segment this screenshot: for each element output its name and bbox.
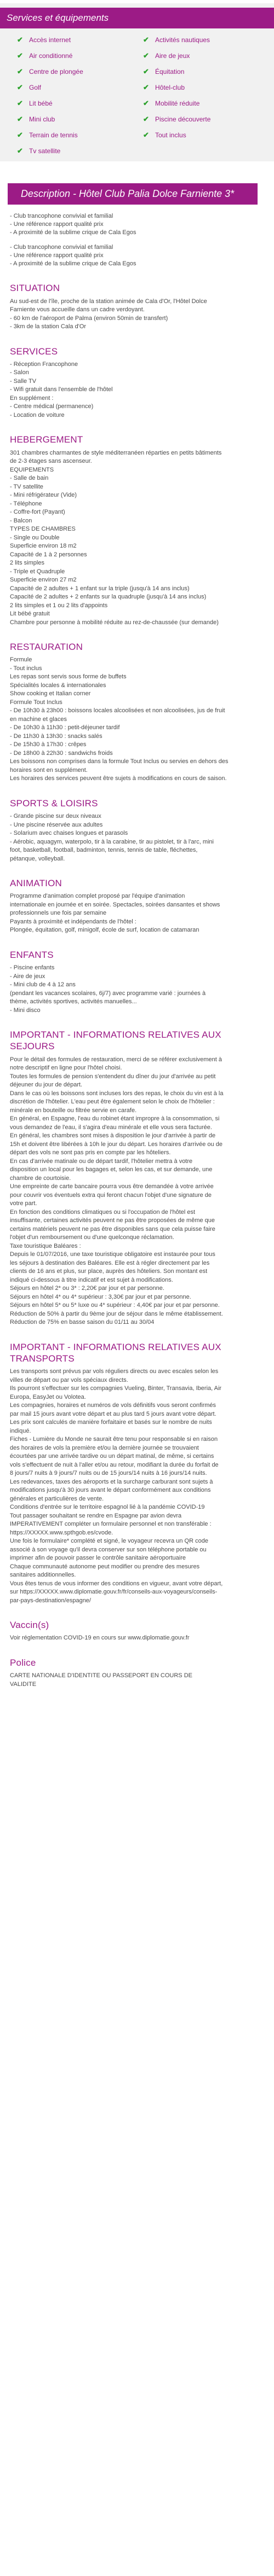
section-line: Séjours en hôtel 2* ou 3* : 2,20€ par jour et par personne.	[10, 1285, 164, 1292]
service-item	[142, 84, 258, 91]
description-content	[0, 212, 274, 1689]
section-title: IMPORTANT - INFORMATIONS RELATIVES AUX SEJOURS	[10, 1030, 221, 1052]
section-line: sur https://XXXXX.www.diplomatie.gouv.fr/fr/conseils-aux-voyageurs/conseils-	[10, 1589, 218, 1596]
section-line: 2 lits simples	[10, 560, 44, 567]
section-line: - Wifi gratuit dans l'ensemble de l'hôtel	[10, 386, 113, 393]
section-line: - De 10h30 à 23h00 : boissons locales alcoolisées et non alcoolisées, jus de fruit	[10, 707, 225, 714]
section-line: (pendant les vacances scolaires, 6j/7) avec programme varié : journées à	[10, 990, 206, 997]
section-line: en machine et glaces	[10, 716, 67, 723]
section-line: imprimer afin de pouvoir passer le contrôle sanitaire aéroportuaire	[10, 1555, 186, 1562]
section-line: insuffisante, certaines activités peuvent ne pas être proposées de même que	[10, 1217, 215, 1224]
check-icon: ✔	[17, 36, 23, 44]
section-line: - TV satellite	[10, 483, 43, 490]
section-line: Réduction de 75% en basse saison du 01/11 au 30/04	[10, 1319, 155, 1326]
section-title: SPORTS & LOISIRS	[10, 798, 98, 809]
section-title: ENFANTS	[10, 949, 54, 960]
section-title: Vaccin(s)	[10, 1620, 49, 1631]
section	[10, 434, 264, 627]
section-line: Fiches - Lumière du Monde ne saurait être tenu pour responsable si en raison	[10, 1436, 218, 1443]
check-icon: ✔	[143, 115, 149, 123]
service-item	[142, 100, 258, 107]
section-line: Voir réglementation COVID-19 en cours sur www.diplomatie.gouv.fr	[10, 1635, 190, 1642]
section-line: - Centre médical (permanence)	[10, 403, 94, 410]
check-icon: ✔	[17, 147, 23, 155]
section-line: Tout passager souhaitant se rendre en Espagne par avion devra	[10, 1512, 182, 1519]
section-line: Les prix sont calculés de manière forfaitaire et basés sur le nombre de nuits	[10, 1419, 212, 1426]
check-icon: ✔	[17, 67, 23, 75]
check-icon: ✔	[17, 131, 23, 139]
section-title: IMPORTANT - INFORMATIONS RELATIVES AUX TRANSPORTS	[10, 1341, 221, 1364]
section-line: les séjours à destination des Baléares. Elle est à régler directement par les	[10, 1259, 210, 1266]
description-intro	[10, 212, 264, 268]
section-line: Taxe touristique Baléares :	[10, 1242, 81, 1249]
check-icon: ✔	[17, 99, 23, 107]
section-line: Capacité de 2 adultes + 2 enfants sur la quadruple (jusqu'à 14 ans inclus)	[10, 594, 207, 601]
section-line: - Salle de bain	[10, 475, 49, 482]
section-line: Plongée, équitation, golf, minigolf, école de surf, location de catamaran	[10, 927, 199, 934]
service-label: Accès internet	[29, 36, 71, 44]
section-title: SERVICES	[10, 346, 58, 357]
section-line: Chaque communauté autonome peut modifier ou prendre des mesures	[10, 1563, 200, 1570]
section	[10, 1619, 264, 1643]
service-label: Tout inclus	[155, 131, 186, 139]
section-line: 2 lits simples et 1 ou 2 lits d'appoints	[10, 602, 108, 609]
section-line: Séjours en hôtel 5* ou 5* luxe ou 4* supérieur : 4,40€ par jour et par personne.	[10, 1302, 220, 1309]
service-item	[16, 84, 132, 91]
section-line: 15h et doivent être libérées à 10h le jour du départ. Les horaires d'arrivée ou de	[10, 1141, 222, 1148]
section-line: VALIDITE	[10, 1680, 37, 1688]
section-line: départ des vols ne sont pas pris en compte par les hôteliers.	[10, 1149, 171, 1156]
service-item	[16, 52, 132, 60]
section	[10, 877, 264, 935]
section-line: modifications jusqu'à 30 jours avant le départ conformément aux conditions	[10, 1487, 211, 1494]
section-line: - 60 km de l'aéroport de Palma (environ 50min de transfert)	[10, 315, 168, 322]
check-icon: ✔	[17, 51, 23, 60]
section-line: notre descriptif en ligne pour l'hôtel choisi.	[10, 1065, 122, 1072]
section-line: Les redevances, taxes des aéroports et la surcharge carburant sont sujets à	[10, 1478, 213, 1485]
intro-line: - Une référence rapport qualité prix	[10, 221, 104, 228]
service-label: Terrain de tennis	[29, 131, 78, 139]
service-label: Golf	[29, 84, 42, 91]
service-item	[16, 100, 132, 107]
section-line: - Tout inclus	[10, 665, 42, 672]
check-icon: ✔	[143, 36, 149, 44]
section-line: Les repas sont servis sous forme de buffets	[10, 673, 127, 681]
section-line: écourtées par une arrivée tardive ou un départ matinal, de même, si certains	[10, 1453, 214, 1460]
section	[10, 798, 264, 863]
service-item	[142, 115, 258, 123]
service-item	[16, 115, 132, 123]
section-line: internationale en journée et en soirée. Spectacles, soirées dansantes et shows	[10, 901, 220, 908]
section	[10, 949, 264, 1015]
section-line: Show cooking et Italian corner	[10, 690, 91, 697]
section-line: - Aérobic, aquagym, waterpolo, tir à la carabine, tir au pistolet, tir à l'arc, mini	[10, 838, 214, 845]
services-panel	[0, 3, 274, 161]
section-line: Superficie environ 27 m2	[10, 577, 77, 584]
intro-line: - A proximité de la sublime crique de Cala Egos	[10, 260, 136, 268]
section-line: déjeuner du jour de départ.	[10, 1081, 83, 1089]
check-icon: ✔	[143, 99, 149, 107]
section-line: - Téléphone	[10, 500, 42, 507]
section-line: En fonction des conditions climatiques ou si l'occupation de l'hôtel est	[10, 1208, 196, 1216]
section-line: Capacité de 1 à 2 personnes	[10, 551, 87, 558]
section-line: Formule	[10, 656, 32, 664]
service-item	[142, 68, 258, 75]
section-line: - Balcon	[10, 517, 32, 524]
section-line: 8 jours/7 nuits à 9 jours/7 nuits ou de 15 jours/14 nuits à 16 jours/14 nuits.	[10, 1470, 207, 1477]
section-line: Payants à proximité et indépendants de l'hôtel :	[10, 918, 136, 925]
section-line: villes de départ ou par vols spéciaux directs.	[10, 1376, 128, 1383]
section-line: Séjours en hôtel 4* ou 4* supérieur : 3,30€ par jour et par personne.	[10, 1293, 191, 1300]
section-line: vols s'effectuent de nuit à l'aller et/ou au retour, modifiant la durée du forfait de	[10, 1461, 219, 1468]
service-item	[142, 52, 258, 60]
section-line: vous demandez de l'eau, il s'agira d'eau minérale et elle vous sera facturée.	[10, 1124, 212, 1131]
section-line: discrétion de l'hôtelier. L'eau peut être également selon le choix de l'hôtelier :	[10, 1098, 215, 1106]
section-line: Une fois le formulaire* complété et signé, le voyageur recevra un QR code	[10, 1538, 208, 1545]
section	[10, 1657, 264, 1689]
section-line: - Mini club de 4 à 12 ans	[10, 981, 76, 988]
section	[10, 1341, 264, 1606]
section-line: indiqué ci-dessous à titre indicatif et est sujet à modifications.	[10, 1276, 173, 1283]
section	[10, 1029, 264, 1327]
section-line: En général, les chambres sont mises à disposition le jour d'arrivée à partir de	[10, 1132, 216, 1139]
section-line: Spécialités locales & internationales	[10, 682, 106, 689]
section-line: Ils pourront s'effectuer sur les compagnies Vueling, Binter, Transavia, Iberia, Air	[10, 1385, 222, 1392]
section-line: certains matériels peuvent ne pas être disponibles sans que cela puisse faire	[10, 1225, 215, 1232]
section-line: - Solarium avec chaises longues et parasols	[10, 830, 128, 837]
section-line: - Réception Francophone	[10, 360, 78, 368]
section-title: SITUATION	[10, 283, 60, 294]
section-title: HEBERGEMENT	[10, 434, 83, 445]
section	[10, 346, 264, 420]
section-title: Police	[10, 1657, 36, 1668]
section-line: Réduction de 50% à partir du 9ème jour de séjour dans le même établissement.	[10, 1310, 223, 1317]
section-line: des horaires de vols la première et/ou la dernière journée se trouvaient	[10, 1444, 199, 1451]
service-item	[16, 36, 132, 44]
section-line: En cas d'arrivée matinale ou de départ tardif, l'hôtelier mettra à votre	[10, 1158, 193, 1165]
section-line: - 3km de la station Cala d'Or	[10, 323, 87, 330]
section-line: l'objet d'un remboursement ou d'une quelconque réclamation.	[10, 1234, 174, 1241]
section	[10, 641, 264, 783]
section-line: Chambre pour personne à mobilité réduite au rez-de-chaussée (sur demande)	[10, 619, 219, 626]
section-line: - De 18h00 à 22h30 : sandwichs froids	[10, 749, 113, 757]
section-line: - Salon	[10, 369, 29, 376]
section-line: Programme d'animation complet proposé par l'équipe d'animation	[10, 893, 185, 900]
section-line: Lit bébé gratuit	[10, 610, 50, 618]
section-line: par-pays-destination/espagne/	[10, 1597, 91, 1604]
section-line: Au sud-est de l'île, proche de la station animée de Cala d'Or, l'Hôtel Dolce	[10, 298, 207, 305]
check-icon: ✔	[143, 51, 149, 60]
check-icon: ✔	[17, 83, 23, 91]
section-line: 301 chambres charmantes de style méditerranéen réparties en petits bâtiments	[10, 449, 222, 456]
service-item	[16, 68, 132, 75]
section-line: votre part.	[10, 1200, 37, 1207]
service-label: Tv satellite	[29, 147, 61, 155]
section-line: Les transports sont prévus par vols réguliers directs ou avec escales selon les	[10, 1368, 219, 1375]
intro-line: - Une référence rapport qualité prix	[10, 252, 104, 259]
service-label: Activités nautiques	[155, 36, 210, 44]
section-line: Superficie environ 18 m2	[10, 543, 77, 550]
section-line: - Grande piscine sur deux niveaux	[10, 813, 101, 820]
section-line: Farniente vous accueille dans un cadre verdoyant.	[10, 306, 145, 313]
section-line: par mail 15 jours avant votre départ et au plus tard 5 jours avant votre départ.	[10, 1410, 216, 1417]
service-item	[142, 36, 258, 44]
section-line: - Une piscine réservée aux adultes	[10, 821, 103, 828]
section-line: https://XXXXX.www.spthgob.es/cvode.	[10, 1529, 113, 1536]
section-line: Les compagnies, horaires et numéros de vols définitifs vous seront confirmés	[10, 1402, 216, 1409]
service-label: Aire de jeux	[155, 52, 190, 60]
section-line: Une empreinte de carte bancaire pourra vous être demandée à votre arrivée	[10, 1183, 214, 1190]
section-line: pétanque, volleyball.	[10, 855, 65, 862]
intro-line: - Club trancophone convivial et familial	[10, 213, 113, 220]
section-line: clients de 16 ans et plus, sur place, auprès des hôteliers. Son montant est	[10, 1268, 208, 1275]
check-icon: ✔	[17, 115, 23, 123]
section-line: générales et particulières de vente.	[10, 1495, 104, 1502]
section-line: associé à son voyage qu'il devra conserver sur son téléphone portable ou	[10, 1546, 207, 1553]
section-title: ANIMATION	[10, 878, 62, 889]
section-line: minérale en bouteille ou filtrée servie en carafe.	[10, 1107, 137, 1114]
service-item	[16, 131, 132, 139]
section-line: indiqué.	[10, 1427, 31, 1434]
section	[10, 282, 264, 331]
section-line: Europa, EasyJet ou Volotea.	[10, 1393, 86, 1400]
section-line: professionnels une fois par semaine	[10, 910, 107, 917]
section-line: de 2-3 étages sans ascenseur.	[10, 458, 92, 465]
section-line: Formule Tout Inclus	[10, 699, 62, 706]
description-title: Description - Hôtel Club Palia Dolce Farniente 3*	[8, 183, 258, 205]
service-item	[16, 147, 132, 155]
section-line: Toutes les formules de pension s'entendent du dîner du jour d'arrivée au petit	[10, 1073, 216, 1080]
check-icon: ✔	[143, 83, 149, 91]
section-line: Conditions d'entrée sur le territoire espagnol lié à la pandémie COVID-19	[10, 1504, 205, 1511]
service-label: Équitation	[155, 68, 185, 75]
section-line: disposition un local pour les bagages et, selon les cas, et sur demande, une	[10, 1166, 213, 1173]
section-line: Dans le cas où les boissons sont incluses lors des repas, le choix du vin est à la	[10, 1090, 224, 1097]
service-label: Air conditionné	[29, 52, 73, 60]
section-line: - Location de voiture	[10, 411, 65, 418]
section-line: sanitaires additionnelles.	[10, 1572, 76, 1579]
description-sections	[10, 282, 264, 1689]
section-line: Depuis le 01/07/2016, une taxe touristique obligatoire est instaurée pour tous	[10, 1251, 215, 1258]
services-title: Services et équipements	[0, 8, 274, 28]
section-line: En supplément :	[10, 394, 54, 402]
service-label: Lit bébé	[29, 100, 53, 107]
section-line: - De 15h30 à 17h30 : crêpes	[10, 741, 87, 748]
check-icon: ✔	[143, 67, 149, 75]
section-line: Les boissons non comprises dans la formule Tout Inclus ou servies en dehors des	[10, 758, 229, 765]
intro-line: - A proximité de la sublime crique de Cala Egos	[10, 229, 136, 236]
intro-line: - Club trancophone convivial et familial	[10, 244, 113, 251]
check-icon: ✔	[143, 131, 149, 139]
service-item	[142, 131, 258, 139]
section-line: CARTE NATIONALE D'IDENTITE OU PASSEPORT EN COURS DE	[10, 1672, 192, 1679]
section-line: EQUIPEMENTS	[10, 466, 54, 473]
section-line: horaires sont en supplément.	[10, 766, 88, 774]
section-line: Capacité de 2 adultes + 1 enfant sur la triple (jusqu'à 14 ans inclus)	[10, 585, 190, 592]
section-line: - Mini disco	[10, 1007, 41, 1014]
section-line: - Triple et Quadruple	[10, 568, 65, 575]
section-line: chambre de courtoisie.	[10, 1174, 71, 1182]
section-line: IMPERATIVEMENT compléter un formulaire personnel et non transférable :	[10, 1521, 212, 1528]
section-line: thème, activités sportives, activités manuelles...	[10, 998, 137, 1005]
section-line: foot, basketball, football, badminton, tennis, tennis de table, fléchettes,	[10, 847, 198, 854]
service-label: Piscine découverte	[155, 115, 211, 123]
section-line: TYPES DE CHAMBRES	[10, 526, 76, 533]
section-line: Pour le détail des formules de restauration, merci de se référer exclusivement à	[10, 1056, 222, 1063]
section-line: - Salle TV	[10, 377, 37, 385]
section-line: En général, en Espagne, l'eau du robinet étant impropre à la consommation, si	[10, 1115, 220, 1123]
service-label: Mini club	[29, 115, 55, 123]
section-line: Les horaires des services peuvent être sujets à modifications en cours de saison.	[10, 775, 227, 782]
section-line: Vous êtes tenus de vous informer des conditions en vigueur, avant votre départ,	[10, 1580, 223, 1587]
section-title: RESTAURATION	[10, 642, 83, 653]
section-line: pour couvrir vos éventuels extra qui feront chacun l'objet d'une signature de	[10, 1191, 212, 1199]
service-label: Centre de plongée	[29, 68, 83, 75]
section-line: - De 11h30 à 13h30 : snacks salés	[10, 732, 102, 740]
section-line: - Piscine enfants	[10, 964, 55, 972]
service-label: Mobilité réduite	[155, 100, 200, 107]
service-label: Hôtel-club	[155, 84, 185, 91]
section-line: - Coffre-fort (Payant)	[10, 509, 65, 516]
section-line: - Single ou Double	[10, 534, 60, 541]
services-grid	[8, 34, 266, 155]
section-line: - Aire de jeux	[10, 973, 45, 980]
section-line: - De 10h30 à 11h30 : petit-déjeuner tardif	[10, 724, 120, 731]
section-line: - Mini réfrigérateur (Vide)	[10, 492, 77, 499]
